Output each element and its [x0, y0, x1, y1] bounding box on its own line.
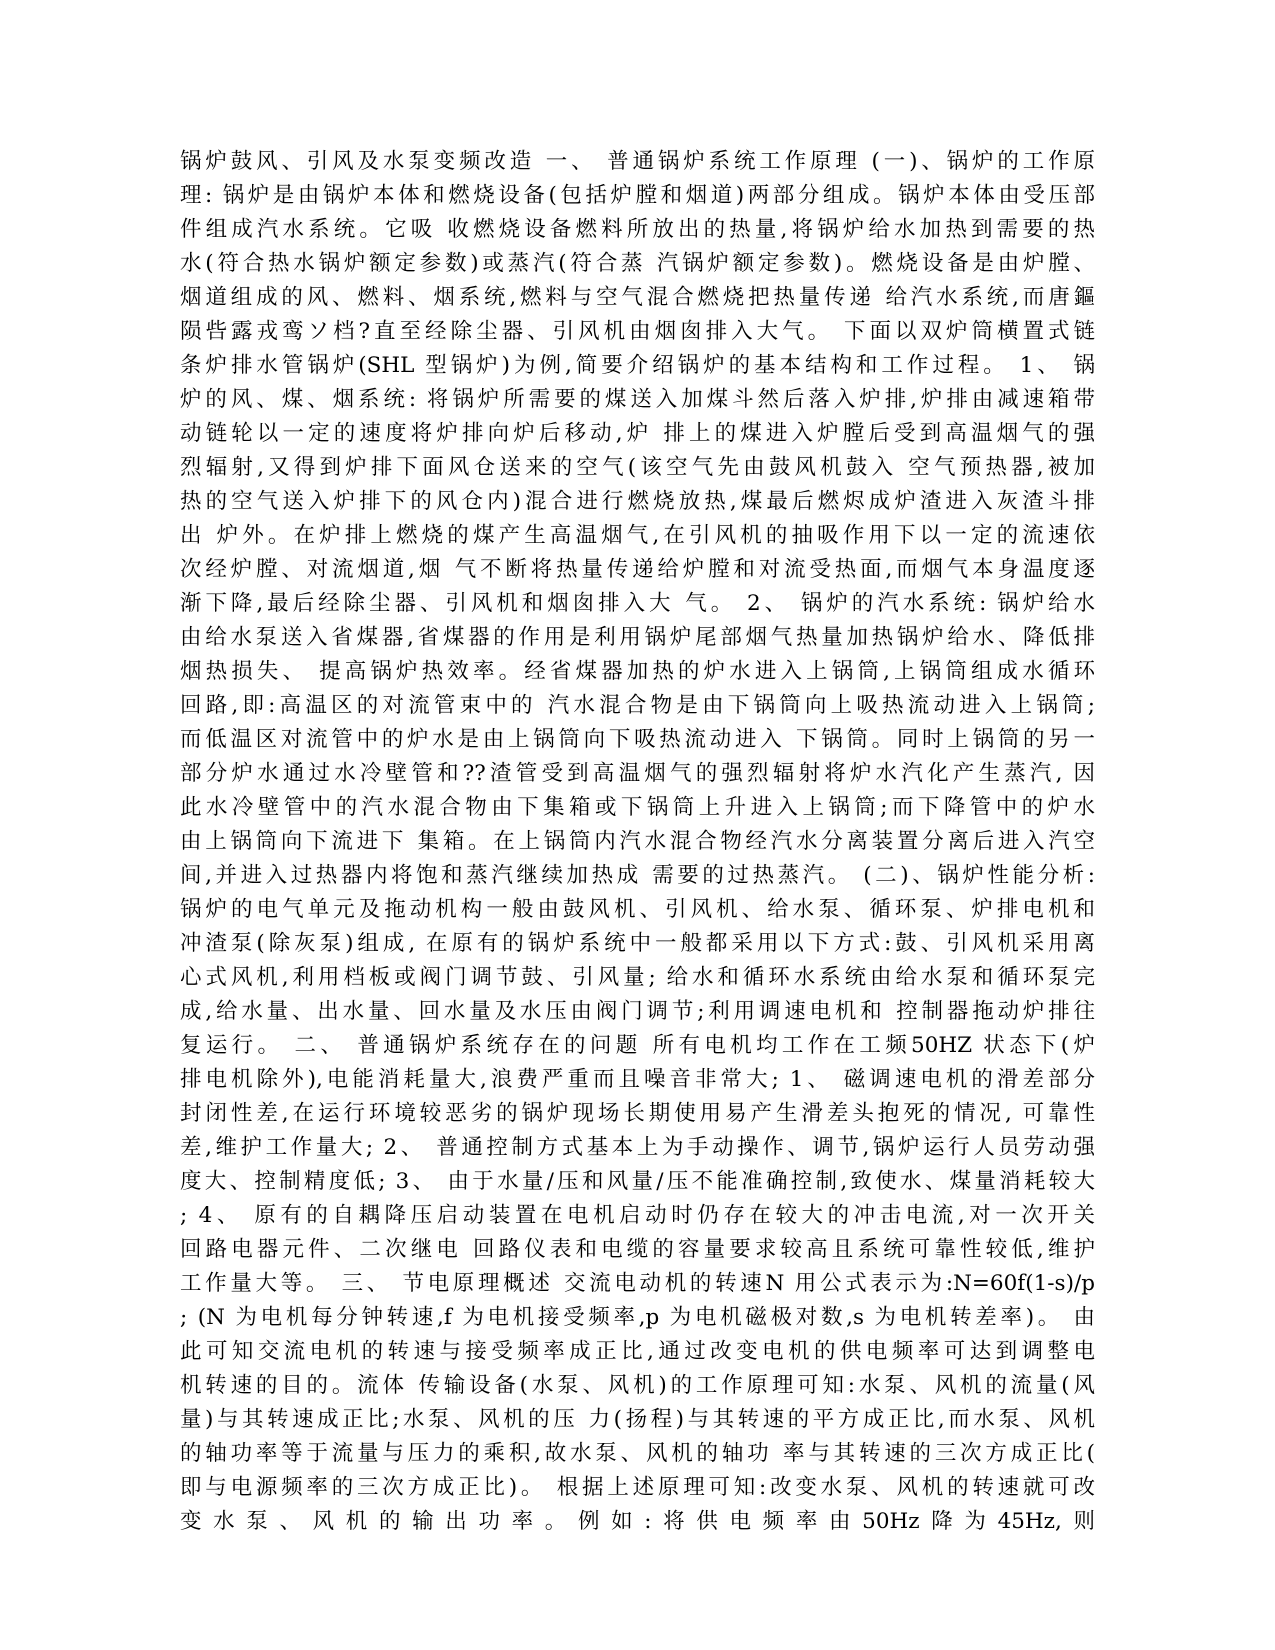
- text-line: 次经炉膛、对流烟道,烟 气不断将热量传递给炉膛和对流受热面,而烟气本身温度逐: [180, 557, 1095, 582]
- text-line: 条炉排水管锅炉(SHL 型锅炉)为例,简要介绍锅炉的基本结构和工作过程。 1、 锅: [180, 353, 1095, 378]
- text-line: 动链轮以一定的速度将炉排向炉后移动,炉 排上的煤进入炉膛后受到高温烟气的强: [180, 421, 1095, 446]
- text-line: 心式风机,利用档板或阀门调节鼓、引风量; 给水和循环水系统由给水泵和循环泵完: [180, 965, 1095, 990]
- text-line: 此可知交流电机的转速与接受频率成正比,通过改变电机的供电频率可达到调整电: [180, 1339, 1095, 1364]
- text-line: ; (N 为电机每分钟转速,f 为电机接受频率,p 为电机磁极对数,s 为电机转差率)。 由: [180, 1305, 1095, 1330]
- text-line: 理: 锅炉是由锅炉本体和燃烧设备(包括炉膛和烟道)两部分组成。锅炉本体由受压部: [180, 183, 1095, 208]
- text-line: 回路电器元件、二次继电 回路仪表和电缆的容量要求较高且系统可靠性较低,维护: [180, 1237, 1095, 1262]
- text-line: 回路,即:高温区的对流管束中的 汽水混合物是由下锅筒向上吸热流动进入上锅筒;: [180, 693, 1095, 718]
- text-line: 热的空气送入炉排下的风仓内)混合进行燃烧放热,煤最后燃烬成炉渣进入灰渣斗排: [180, 489, 1095, 514]
- text-line: 而低温区对流管中的炉水是由上锅筒向下吸热流动进入 下锅筒。同时上锅筒的另一: [180, 727, 1095, 752]
- text-line: 炉的风、煤、烟系统: 将锅炉所需要的煤送入加煤斗然后落入炉排,炉排由减速箱带: [180, 387, 1095, 412]
- text-line: 由给水泵送入省煤器,省煤器的作用是利用锅炉尾部烟气热量加热锅炉给水、降低排: [180, 625, 1095, 650]
- text-line: 水(符合热水锅炉额定参数)或蒸汽(符合蒸 汽锅炉额定参数)。燃烧设备是由炉膛、: [180, 251, 1095, 276]
- text-line: 即与电源频率的三次方成正比)。 根据上述原理可知:改变水泵、风机的转速就可改: [180, 1475, 1095, 1500]
- text-line-last: [180, 1539, 1095, 1573]
- text-line: 烟热损失、 提高锅炉热效率。经省煤器加热的炉水进入上锅筒,上锅筒组成水循环: [180, 659, 1095, 684]
- document-body: [180, 145, 1095, 1573]
- text-line: 成,给水量、出水量、回水量及水压由阀门调节;利用调速电机和 控制器拖动炉排往: [180, 999, 1095, 1024]
- text-line: 出 炉外。在炉排上燃烧的煤产生高温烟气,在引风机的抽吸作用下以一定的流速依: [180, 523, 1095, 548]
- text-line: 锅炉的电气单元及拖动机构一般由鼓风机、引风机、给水泵、循环泵、炉排电机和: [180, 897, 1095, 922]
- text-line: 渐下降,最后经除尘器、引风机和烟囱排入大 气。 2、 锅炉的汽水系统: 锅炉给水: [180, 591, 1095, 616]
- text-line: 封闭性差,在运行环境较恶劣的锅炉现场长期使用易产生滑差头抱死的情况, 可靠性: [180, 1101, 1095, 1126]
- text-line: 件组成汽水系统。它吸 收燃烧设备燃料所放出的热量,将锅炉给水加热到需要的热: [180, 217, 1095, 242]
- text-line: 冲渣泵(除灰泵)组成, 在原有的锅炉系统中一般都采用以下方式:鼓、引风机采用离: [180, 931, 1095, 956]
- text-line: 排电机除外),电能消耗量大,浪费严重而且噪音非常大; 1、 磁调速电机的滑差部分: [180, 1067, 1095, 1092]
- text-line: 此水冷壁管中的汽水混合物由下集箱或下锅筒上升进入上锅筒;而下降管中的炉水: [180, 795, 1095, 820]
- text-line: 锅炉鼓风、引风及水泵变频改造 一、 普通锅炉系统工作原理 (一)、锅炉的工作原: [180, 149, 1095, 174]
- text-line: 由上锅筒向下流进下 集箱。在上锅筒内汽水混合物经汽水分离装置分离后进入汽空: [180, 829, 1095, 854]
- text-line: ; 4、 原有的自耦降压启动装置在电机启动时仍存在较大的冲击电流,对一次开关: [180, 1203, 1095, 1228]
- text-line: 变水泵、风机的输出功率。例如:将供电频率由50Hz降为45Hz,则: [180, 1509, 1095, 1534]
- text-line: 部分炉水通过水冷壁管和??渣管受到高温烟气的强烈辐射将炉水汽化产生蒸汽, 因: [180, 761, 1095, 786]
- text-line: 烈辐射,又得到炉排下面风仓送来的空气(该空气先由鼓风机鼓入 空气预热器,被加: [180, 455, 1095, 480]
- text-line: 差,维护工作量大; 2、 普通控制方式基本上为手动操作、调节,锅炉运行人员劳动强: [180, 1135, 1095, 1160]
- text-line: 烟道组成的风、燃料、烟系统,燃料与空气混合燃烧把热量传递 给汽水系统,而唐鏂: [180, 285, 1095, 310]
- text-line: 工作量大等。 三、 节电原理概述 交流电动机的转速N 用公式表示为:N=60f(1-s)/p: [180, 1271, 1095, 1296]
- text-line: 陨呰露戎鸾ソ档?直至经除尘器、引风机由烟囱排入大气。 下面以双炉筒横置式链: [180, 319, 1095, 344]
- text-line: 间,并进入过热器内将饱和蒸汽继续加热成 需要的过热蒸汽。 (二)、锅炉性能分析:: [180, 863, 1095, 888]
- text-line: 复运行。 二、 普通锅炉系统存在的问题 所有电机均工作在工频50HZ 状态下(炉: [180, 1033, 1095, 1058]
- text-line: 的轴功率等于流量与压力的乘积,故水泵、风机的轴功 率与其转速的三次方成正比(: [180, 1441, 1095, 1466]
- text-line: 量)与其转速成正比;水泵、风机的压 力(扬程)与其转速的平方成正比,而水泵、风机: [180, 1407, 1095, 1432]
- text-line: 度大、控制精度低; 3、 由于水量/压和风量/压不能准确控制,致使水、煤量消耗较大: [180, 1169, 1095, 1194]
- text-line: 机转速的目的。流体 传输设备(水泵、风机)的工作原理可知:水泵、风机的流量(风: [180, 1373, 1095, 1398]
